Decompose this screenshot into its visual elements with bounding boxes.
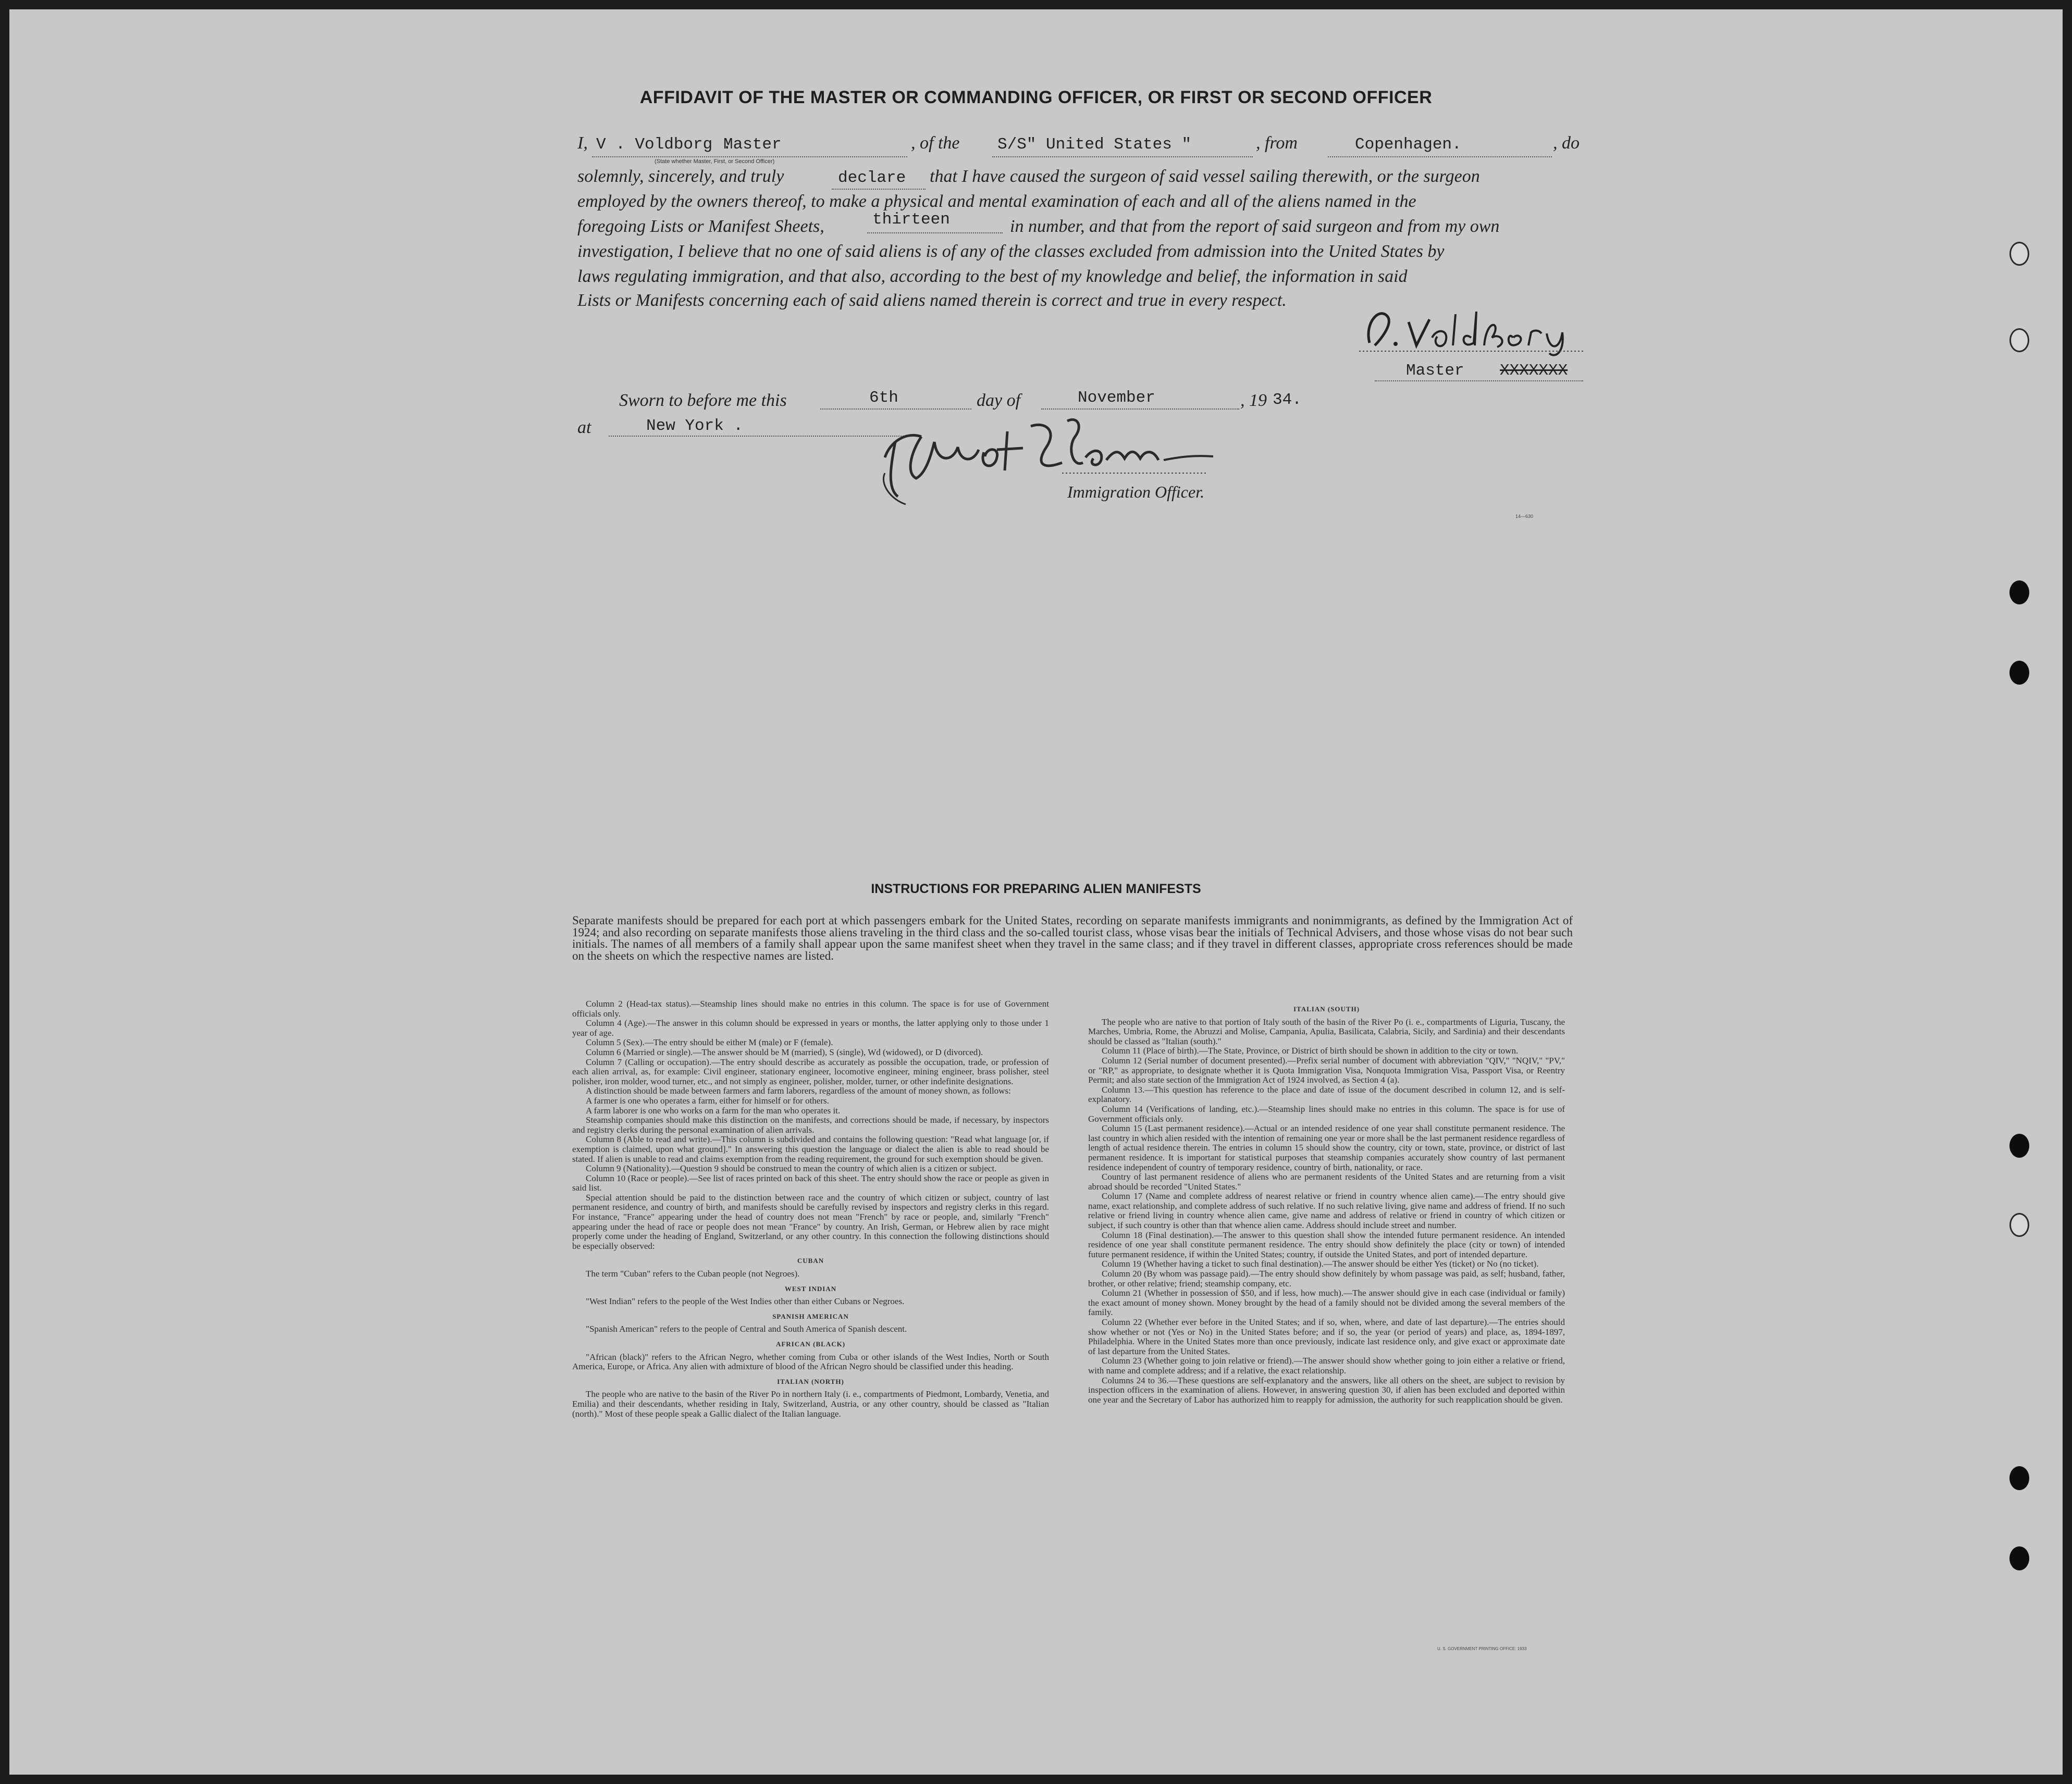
section-heading: ITALIAN (NORTH) xyxy=(777,1377,844,1385)
instruction-paragraph: Column 9 (Nationality).—Question 9 should be construed to mean the country of which alien is a citizen or subject. xyxy=(586,1163,997,1174)
instruction-paragraph: Column 19 (Whether having a ticket to such final destination).—The answer should be either Yes (ticket) or No (no ticket). xyxy=(1102,1259,1539,1269)
affidavit-line-4b: in number, and that from the report of said surgeon and from my own xyxy=(1010,217,1500,236)
vessel-name: S/S" United States " xyxy=(997,135,1192,154)
do-label: , do xyxy=(1553,133,1580,153)
instruction-paragraph: The people who are native to that portion of Italy south of the basin of the River Po (i. e., compartments of Liguria, Tuscany, the Marches, Umbria, Rome, the Abruzzi and Molise, Campania, Apulia, Basilicata, Calabria, Sicily, and Sardinia) and their descendants should be classed as "Italian (south)." xyxy=(1088,1017,1565,1046)
instruction-paragraph: Country of last permanent residence of aliens who are permanent residents of the United States and are returning from a visit abroad should be recorded "United States." xyxy=(1088,1172,1565,1192)
instruction-paragraph: Steamship companies should make this distinction on the manifests, and corrections should be made, if necessary, by inspectors and registry clerks during the personal examination of alien arrivals. xyxy=(572,1115,1049,1135)
title-rule xyxy=(1375,380,1583,381)
instruction-paragraph: A distinction should be made between farmers and farm laborers, regardless of the amount of money shown, as follows: xyxy=(586,1086,1011,1096)
section-text: The term "Cuban" refers to the Cuban people (not Negroes). xyxy=(586,1269,800,1279)
month-rule xyxy=(1041,408,1239,410)
rank-rule xyxy=(592,156,907,157)
affidavit-line-5: investigation, I believe that no one of said aliens is of any of the classes excluded from admission into the United States by xyxy=(577,242,1445,261)
day-rule xyxy=(820,408,971,410)
section-heading: AFRICAN (BLACK) xyxy=(775,1340,846,1348)
affidavit-line-7: Lists or Manifests concerning each of said aliens named therein is correct and true in every respect. xyxy=(577,291,1287,310)
place-rule xyxy=(609,436,906,437)
of-the-label: , of the xyxy=(911,133,960,153)
instruction-paragraph: Column 17 (Name and complete address of nearest relative or friend in country whence alien came).—The entry should give name, exact relationship, and complete address of such relative. If no such relative living, give name and address of friend. If no such relative or friend living in country whence alien came, give name and address of relative or friend in country of which citizen or subject, if such country is other than that whence alien came. Address should include street and number. xyxy=(1088,1191,1565,1231)
instructions-title: INSTRUCTIONS FOR PREPARING ALIEN MANIFESTS xyxy=(871,882,1201,896)
sworn-place: New York . xyxy=(646,417,744,435)
binder-hole-8 xyxy=(2009,1546,2029,1570)
instruction-paragraph: Column 22 (Whether ever before in the United States; and if so, when, where, and date of last departure).—The entries should show whether or not (Yes or No) in the United States before; and if so, the year (or period of years) and place, as, 1894-1897, Philadelphia. Where in the United States more than once previously, indicate last residence only, and give exact or approximate date of last departure from the United States. xyxy=(1088,1317,1565,1356)
binder-hole-1 xyxy=(2009,242,2029,266)
section-text: The people who are native to the basin of the River Po in northern Italy (i. e., compartments of Piedmont, Lombardy, Venetia, and Emilia) and their descendants, whether residing in Italy, Switzerland, Austria, or any other country, should be classed as "Italian (north)." Most of these people speak a Gallic dialect of the Italian language. xyxy=(572,1389,1049,1419)
binder-hole-5 xyxy=(2009,1134,2029,1158)
sworn-day: 6th xyxy=(869,389,898,407)
instruction-paragraph: Column 21 (Whether in possession of $50, and if less, how much).—The answer should give in each case (individual or family) the exact amount of money shown. Money brought by the head of a family should not be divided among the several members of the family. xyxy=(1088,1288,1565,1318)
rank-note: (State whether Master, First, or Second Officer) xyxy=(655,158,775,165)
vessel-rule xyxy=(992,156,1253,157)
port-rule xyxy=(1328,156,1552,157)
instruction-paragraph: A farm laborer is one who works on a farm for the man who operates it. xyxy=(586,1105,841,1116)
instruction-paragraph: Column 12 (Serial number of document presented).—Prefix serial number of document with abbreviation "QIV," "NQIV," "PV," or "RP," as appropriate, to designate whether it is Quota Immigration Visa, Nonquota Immigration Visa, Passport Visa, or Reentry Permit; and also state section of the Immigration Act of 1924 involved, as Section 4 (a). xyxy=(1088,1055,1565,1085)
printer-note: U. S. GOVERNMENT PRINTING OFFICE: 1933 xyxy=(1437,1646,1527,1651)
signer-struck-title: XXXXXXX xyxy=(1500,362,1568,380)
binder-hole-4 xyxy=(2009,661,2029,685)
day-of-label: day of xyxy=(977,391,1021,410)
section-heading: CUBAN xyxy=(797,1257,824,1265)
immigration-officer-label: Immigration Officer. xyxy=(1067,482,1205,501)
section-heading-italian-south: ITALIAN (SOUTH) xyxy=(1293,1005,1360,1013)
instruction-paragraph: Column 4 (Age).—The answer in this column should be expressed in years or months, the latter applying only to those under 1 year of age. xyxy=(572,1018,1049,1038)
affidavit-title: AFFIDAVIT OF THE MASTER OR COMMANDING OFFICER, OR FIRST OR SECOND OFFICER xyxy=(639,88,1433,107)
instructions-right-column xyxy=(1088,999,1565,1405)
instruction-paragraph: A farmer is one who operates a farm, either for himself or for others. xyxy=(586,1095,829,1106)
section-heading: WEST INDIAN xyxy=(784,1284,837,1293)
instruction-paragraph: Columns 24 to 36.—These questions are self-explanatory and the answers, like all others on the sheet, are subject to revision by inspection officers in the examination of aliens. However, in answering question 30, if alien has been excluded and deported within one year and the Secretary of Labor has authorized him to reapply for admission, the authority for such reapplication should be given. xyxy=(1088,1375,1565,1405)
affidavit-line-2a: solemnly, sincerely, and truly xyxy=(577,167,784,186)
year-prefix: , 19 xyxy=(1240,391,1267,410)
section-text: "Spanish American" refers to the people of Central and South America of Spanish descent. xyxy=(586,1324,907,1334)
affidavit-line-1 xyxy=(577,133,588,153)
instruction-paragraph: Column 18 (Final destination).—The answer to this question shall show the intended future permanent residence. An intended residence of one year shall constitute permanent residence. The entry should show definitely the place (city or town) of intended future permanent residence, if within the United States; country, if outside the United States, and port of intended departure. xyxy=(1088,1230,1565,1259)
section-text: "African (black)" refers to the African Negro, whether coming from Cuba or other islands of the West Indies, North or South America, Europe, or Africa. Any alien with admixture of blood of the African Negro should be classified under this heading. xyxy=(572,1352,1049,1372)
instruction-paragraph: Column 23 (Whether going to join relative or friend).—The answer should show whether going to join either a relative or friend, with name and complete address; and if a relative, the exact relationship. xyxy=(1088,1356,1565,1376)
instruction-paragraph: Column 20 (By whom was passage paid).—The entry should show definitely by whom passage was paid, as self; husband, father, brother, or other relative; friend; steamship company, etc. xyxy=(1088,1269,1565,1289)
instruction-paragraph: Column 15 (Last permanent residence).—Actual or an intended residence of one year shall constitute permanent residence. The last country in which alien resided with the intention of remaining one year or more shall be the last permanent residence regardless of length of actual residence therein. The entries in column 15 should show the country, city or town, state, province, or district of last permanent residence. It is important for statistical purposes that steamship companies accurately show country of last permanent residence independent of country of temporary residence, country of birth, nationality, or race. xyxy=(1088,1123,1565,1172)
officer-name: V . Voldborg . xyxy=(596,135,732,154)
manifest-sheet xyxy=(9,9,2063,1775)
instruction-paragraph: Column 2 (Head-tax status).—Steamship lines should make no entries in this column. The space is for use of Government officials only. xyxy=(572,999,1049,1019)
binder-hole-3 xyxy=(2009,580,2029,604)
binder-hole-7 xyxy=(2009,1466,2029,1490)
binder-hole-2 xyxy=(2009,328,2029,352)
signer-title: Master xyxy=(1406,362,1464,380)
sworn-year: 34. xyxy=(1273,391,1302,409)
affidavit-line-4a: foregoing Lists or Manifest Sheets, xyxy=(577,217,824,236)
affidavit-line-2b: that I have caused the surgeon of said vessel sailing therewith, or the surgeon xyxy=(930,167,1480,186)
instruction-paragraph: Column 5 (Sex).—The entry should be either M (male) or F (female). xyxy=(586,1037,833,1048)
instruction-paragraph: Special attention should be paid to the distinction between race and the country of which citizen or subject, country of last permanent residence, and country of birth, and manifests should be carefully revised by inspectors and registry clerks in this regard. For instance, "France" appearing under the head of country does not mean "French" by race or people, and, similarly "French" appearing under the head of race or people does not mean "France" by country. An Irish, German, or Hebrew alien by race might properly come under the heading of England, Switzerland, or any other country. In this connection the following distinctions should be especially observed: xyxy=(572,1192,1049,1251)
declare-rule xyxy=(832,189,926,190)
officer-rank: Master xyxy=(723,135,782,154)
section-text: "West Indian" refers to the people of the West Indies other than either Cubans or Negroes. xyxy=(586,1296,905,1307)
section-heading: SPANISH AMERICAN xyxy=(772,1312,849,1320)
declare-word: declare xyxy=(838,169,906,187)
sworn-prefix: Sworn to before me this xyxy=(619,391,787,410)
affidavit-line-6: laws regulating immigration, and that also, according to the best of my knowledge and belief, the information in said xyxy=(577,267,1408,286)
instruction-paragraph: Column 13.—This question has reference to the place and date of issue of the document described in column 12, and is self-explanatory. xyxy=(1088,1084,1565,1105)
at-label: at xyxy=(577,418,591,437)
instruction-paragraph: Column 14 (Verifications of landing, etc.).—Steamship lines should make no entries in this column. The space is for use of Government officials only. xyxy=(1088,1104,1565,1124)
form-number: 14—630 xyxy=(1515,514,1534,519)
instruction-paragraph: Column 6 (Married or single).—The answer should be M (married), S (single), Wd (widowed), or D (divorced). xyxy=(586,1047,983,1057)
master-signature xyxy=(1359,301,1583,358)
instruction-paragraph: Column 8 (Able to read and write).—This column is subdivided and contains the following question: "Read what language [or, if exemption is claimed, upon what ground]." In answering this question the language or dialect the alien is able to read should be stated. If alien is unable to read and claims exemption from the reading requirement, the ground for such exemption should be given. xyxy=(572,1134,1049,1164)
affidavit-line-3: employed by the owners thereof, to make a physical and mental examination of each and all of the aliens named in the xyxy=(577,192,1416,211)
instruction-paragraph: Column 7 (Calling or occupation).—The entry should describe as accurately as possible the occupation, trade, or profession of each alien arrival, as, for example: Civil engineer, stationary engineer, locomotive engineer, mining engineer, brass polisher, steel polisher, iron molder, wood turner, etc., and not simply as engineer, polisher, molder, turner, or other indefinite designations. xyxy=(572,1057,1049,1086)
count-rule xyxy=(867,232,1003,233)
departure-port: Copenhagen. xyxy=(1355,135,1462,154)
instructions-intro: Separate manifests should be prepared for each port at which passengers embark for the United States, recording on separate manifests immigrants and nonimmigrants, as defined by the Immigration Act of 1924; and also recording on separate manifests those aliens traveling in the third class and the so-called tourist class, whose visas bear the initials of Technical Advisers, and those whose visas do not bear such initials. The names of all members of a family shall appear upon the same manifest sheet when they travel in the same class; and if they travel in different classes, appropriate cross references should be made on the sheets on which the respective names are listed. xyxy=(572,914,1573,962)
pronoun: I, xyxy=(577,133,588,153)
sworn-month: November xyxy=(1078,389,1155,407)
binder-hole-6 xyxy=(2009,1213,2029,1237)
from-label: , from xyxy=(1256,133,1298,153)
instruction-paragraph: Column 11 (Place of birth).—The State, Province, or District of birth should be shown in addition to the city or town. xyxy=(1102,1046,1519,1056)
instruction-paragraph: Column 10 (Race or people).—See list of races printed on back of this sheet. The entry should show the race or people as given in said list. xyxy=(572,1173,1049,1193)
sheet-count: thirteen xyxy=(872,210,950,229)
instructions-left-column xyxy=(572,999,1049,1419)
